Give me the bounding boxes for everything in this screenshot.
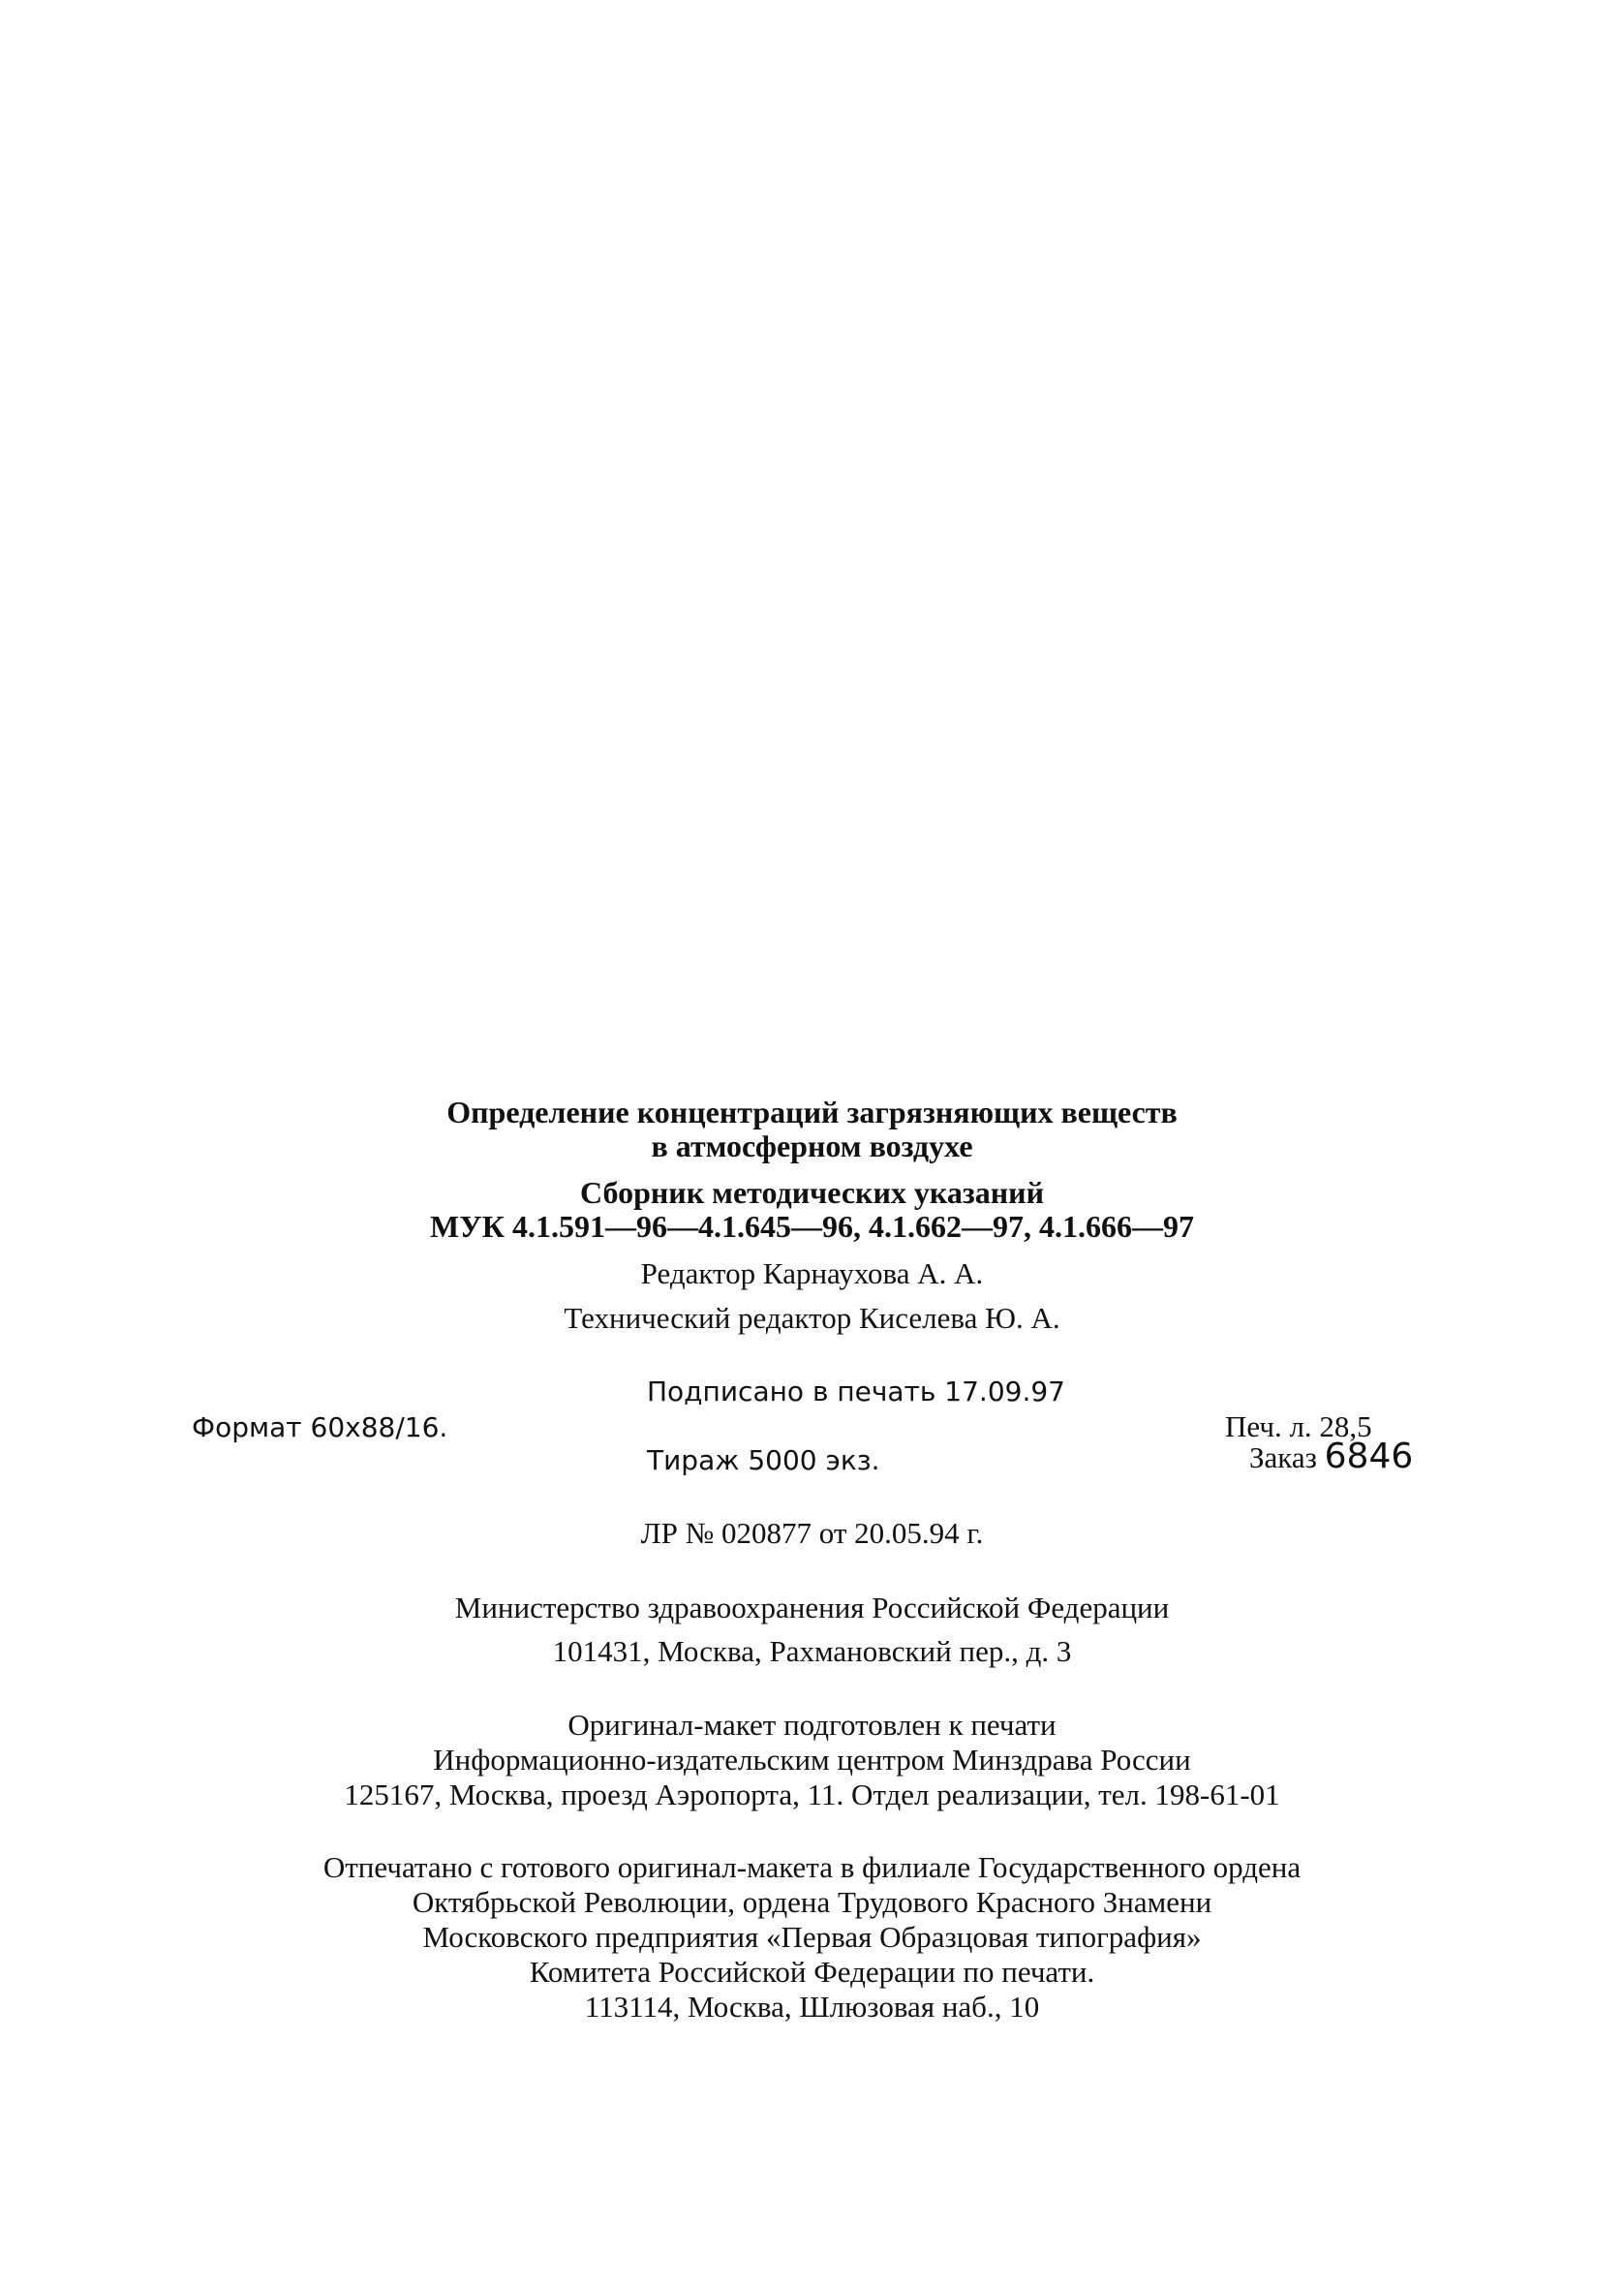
format-text: Формат 60х88/16.: [192, 1411, 448, 1443]
order-number: 6846: [1324, 1437, 1414, 1476]
book-title-line-2: в атмосферном воздухе: [651, 1129, 973, 1163]
tech-editor-credit: Технический редактор Киселева Ю. А.: [564, 1301, 1060, 1335]
signed-to-print: Подписано в печать 17.09.97: [647, 1376, 1065, 1407]
printer-line-1: Отпечатано с готового оригинал-макета в филиале Государственного ордена: [322, 1850, 1302, 1884]
format: [192, 1409, 447, 1445]
layout-prep-line-1: Оригинал-макет подготовлен к печати: [567, 1708, 1057, 1742]
book-title-line-1: Определение концентраций загрязняющих веществ: [446, 1095, 1178, 1129]
printer-line-3: Московского предприятия «Первая Образцовая типография»: [422, 1920, 1202, 1954]
document-codes: МУК 4.1.591—96—4.1.645—96, 4.1.662—97, 4.1.666—97: [430, 1209, 1194, 1244]
book-subtitle: Сборник методических указаний: [579, 1175, 1045, 1210]
printer-line-4: Комитета Российской Федерации по печати.: [529, 1955, 1095, 1989]
license-number: ЛР № 020877 от 20.05.94 г.: [640, 1516, 984, 1550]
printer-line-2: Октябрьской Революции, ордена Трудового Красного Знамени: [412, 1885, 1212, 1919]
printer-address: 113114, Москва, Шлюзовая наб., 10: [584, 1990, 1040, 2024]
editor-credit: Редактор Карнаухова А. А.: [640, 1256, 984, 1290]
order-label: Заказ: [1249, 1440, 1317, 1474]
circulation: Тираж 5000 экз.: [647, 1444, 880, 1476]
layout-prep-address: 125167, Москва, проезд Аэропорта, 11. Отдел реализации, тел. 198-61-01: [344, 1778, 1280, 1811]
order: [1249, 1439, 1413, 1475]
print-sheets: Печ. л. 28,5: [1225, 1409, 1372, 1443]
publisher-address: 101431, Москва, Рахмановский пер., д. 3: [552, 1634, 1072, 1668]
publisher-line-1: Министерство здравоохранения Российской Федерации: [454, 1591, 1170, 1624]
layout-prep-line-2: Информационно-издательским центром Минздрава России: [433, 1743, 1191, 1777]
